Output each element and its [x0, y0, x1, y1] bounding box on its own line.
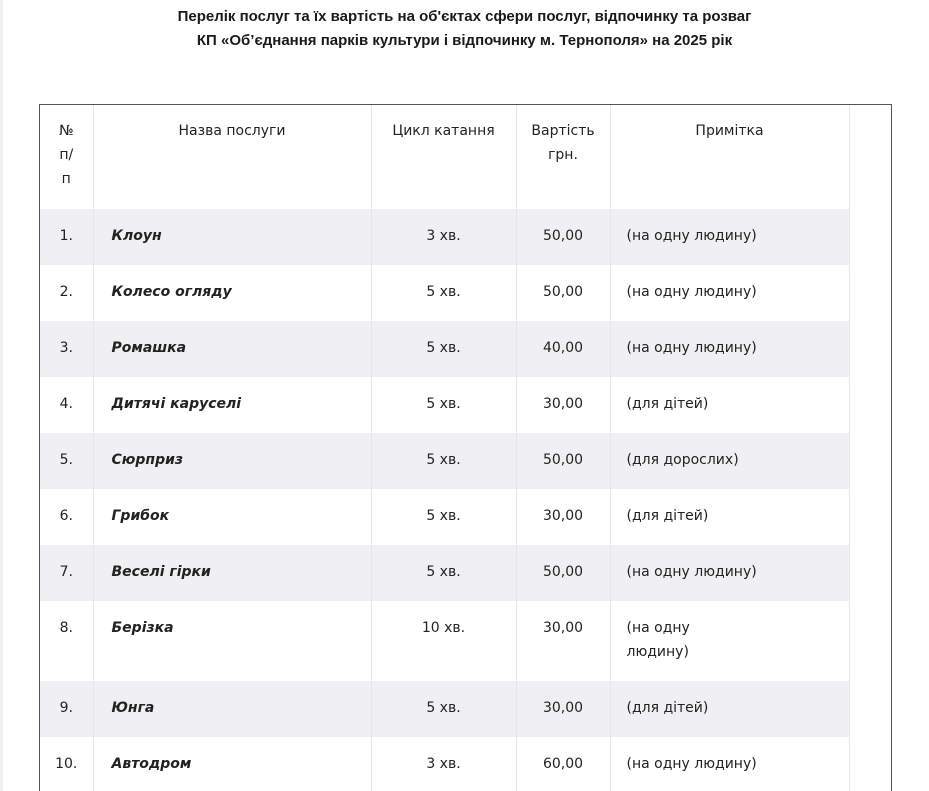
header-price-line-2: грн.: [548, 147, 578, 163]
row-cycle: 5 хв.: [371, 545, 516, 601]
row-note: (на одну людину): [610, 265, 849, 321]
table-row: [40, 265, 849, 321]
table-row: [40, 209, 849, 265]
row-service-name: Клоун: [93, 209, 371, 265]
table-row: [40, 601, 849, 681]
row-note: (для дорослих): [610, 433, 849, 489]
row-service-name: Ромашка: [93, 321, 371, 377]
row-price: 50,00: [516, 433, 610, 489]
row-note-line-1: (на одну: [626, 620, 690, 636]
row-service-name: Грибок: [93, 489, 371, 545]
table-row: [40, 377, 849, 433]
row-cycle: 10 хв.: [371, 601, 516, 681]
row-cycle: 5 хв.: [371, 433, 516, 489]
row-note: (для дітей): [610, 681, 849, 737]
header-note: Примітка: [610, 105, 849, 209]
row-service-name: Берізка: [93, 601, 371, 681]
row-cycle: 5 хв.: [371, 377, 516, 433]
header-cycle: Цикл катання: [371, 105, 516, 209]
row-num: 8.: [40, 601, 93, 681]
row-price: 50,00: [516, 265, 610, 321]
row-service-name: Юнга: [93, 681, 371, 737]
row-num: 1.: [40, 209, 93, 265]
header-num-line-2: п/: [59, 147, 74, 163]
table-row: [40, 489, 849, 545]
row-num: 4.: [40, 377, 93, 433]
row-note: (на одну людину): [610, 321, 849, 377]
row-num: 2.: [40, 265, 93, 321]
header-name: Назва послуги: [93, 105, 371, 209]
title-line-1: Перелік послуг та їх вартість на об'єктах сфери послуг, відпочинку та розваг: [177, 8, 752, 25]
header-num-line-1: №: [58, 123, 74, 139]
row-num: 6.: [40, 489, 93, 545]
row-price: 50,00: [516, 209, 610, 265]
table-row: [40, 681, 849, 737]
table-row: [40, 545, 849, 601]
row-note: (на одну людину): [610, 209, 849, 265]
row-note: [610, 601, 849, 681]
left-edge-strip: [0, 0, 3, 791]
row-cycle: 3 хв.: [371, 737, 516, 791]
row-price: 50,00: [516, 545, 610, 601]
row-note: (на одну людину): [610, 545, 849, 601]
row-price: 30,00: [516, 601, 610, 681]
header-num: [40, 105, 93, 209]
table-row: [40, 433, 849, 489]
row-service-name: Автодром: [93, 737, 371, 791]
row-cycle: 5 хв.: [371, 265, 516, 321]
row-num: 5.: [40, 433, 93, 489]
row-num: 7.: [40, 545, 93, 601]
header-num-line-3: п: [61, 171, 71, 187]
row-service-name: Веселі гірки: [93, 545, 371, 601]
row-price: 40,00: [516, 321, 610, 377]
row-service-name: Сюрприз: [93, 433, 371, 489]
row-note: (на одну людину): [610, 737, 849, 791]
services-table-frame: [39, 104, 892, 791]
table-row: [40, 737, 849, 791]
header-price: [516, 105, 610, 209]
row-note: (для дітей): [610, 377, 849, 433]
row-note: (для дітей): [610, 489, 849, 545]
row-cycle: 3 хв.: [371, 209, 516, 265]
row-cycle: 5 хв.: [371, 321, 516, 377]
row-price: 30,00: [516, 681, 610, 737]
row-cycle: 5 хв.: [371, 681, 516, 737]
table-header-row: [40, 105, 849, 209]
row-price: 60,00: [516, 737, 610, 791]
page-title: [0, 5, 929, 53]
row-num: 9.: [40, 681, 93, 737]
row-num: 3.: [40, 321, 93, 377]
row-note-line-2: людину): [626, 644, 689, 660]
services-table: [40, 105, 850, 791]
row-price: 30,00: [516, 489, 610, 545]
row-service-name: Дитячі каруселі: [93, 377, 371, 433]
row-num: 10.: [40, 737, 93, 791]
row-price: 30,00: [516, 377, 610, 433]
header-price-line-1: Вартість: [531, 123, 595, 139]
row-service-name: Колесо огляду: [93, 265, 371, 321]
title-line-2: КП «Об’єднання парків культури і відпочинку м. Тернополя» на 2025 рік: [196, 32, 733, 49]
row-cycle: 5 хв.: [371, 489, 516, 545]
table-row: [40, 321, 849, 377]
